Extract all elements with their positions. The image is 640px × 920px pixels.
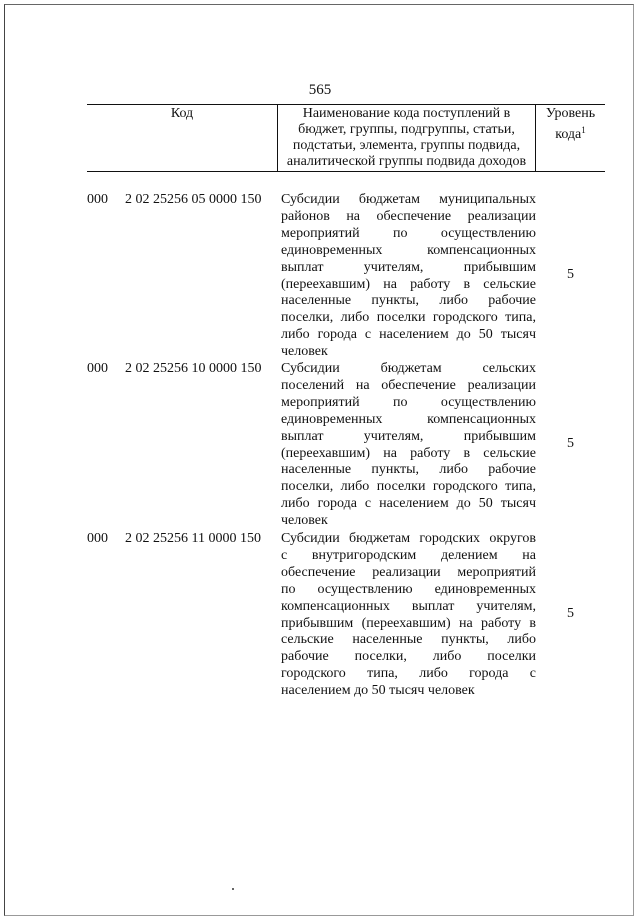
header-level-label: Уровень кода bbox=[545, 106, 596, 142]
header-code-label: Код bbox=[170, 106, 194, 121]
row-name-line: поселений на обеспечение реализации bbox=[281, 377, 536, 393]
row-name-line: городского типа, либо города с bbox=[281, 666, 536, 682]
row-name-line: прибывшим (переехавшим) на работу в bbox=[281, 615, 536, 631]
row-level: 5 bbox=[567, 267, 574, 282]
row-name-line: компенсационных выплат учителям, bbox=[281, 598, 536, 614]
row-name bbox=[281, 192, 536, 361]
row-admin-code: 000 bbox=[87, 531, 108, 546]
row-name-line: населенные пункты, либо рабочие bbox=[281, 462, 536, 478]
row-name-line: единовременных компенсационных bbox=[281, 242, 536, 258]
row-name-line: по осуществлению единовременных bbox=[281, 581, 536, 597]
header-name: Наименование кода поступлений в бюджет, группы, подгруппы, статьи, подстатьи, элемента, группы подвида, аналитической группы подвида доходов bbox=[278, 105, 536, 171]
row-level: 5 bbox=[567, 606, 574, 621]
row-name-line: Субсидии бюджетам муниципальных bbox=[281, 192, 536, 207]
row-name-line: районов на обеспечение реализации bbox=[281, 208, 536, 224]
row-name-line: единовременных компенсационных bbox=[281, 411, 536, 427]
row-name-line: либо города с населением до 50 тысяч bbox=[281, 496, 536, 512]
row-name-line: сельские населенные пункты, либо bbox=[281, 632, 536, 648]
header-code bbox=[87, 105, 278, 171]
row-name-line: человек bbox=[281, 513, 328, 529]
row-name-line: выплат учителям, прибывшим bbox=[281, 259, 536, 275]
row-admin-code: 000 bbox=[87, 192, 108, 207]
row-level: 5 bbox=[567, 436, 574, 451]
table-header bbox=[87, 104, 605, 172]
row-name-line: выплат учителям, прибывшим bbox=[281, 428, 536, 444]
row-name-line: человек bbox=[281, 344, 328, 360]
row-name-line: Субсидии бюджетам сельских bbox=[281, 361, 536, 376]
row-name-line: (переехавшим) на работу в сельские bbox=[281, 445, 536, 461]
row-admin-code: 000 bbox=[87, 361, 108, 376]
row-name-line: поселки, либо поселки городского типа, bbox=[281, 479, 536, 495]
row-name-line: населением до 50 тысяч человек bbox=[281, 683, 475, 699]
row-name bbox=[281, 361, 536, 530]
row-name-line: населенные пункты, либо рабочие bbox=[281, 293, 536, 309]
scan-speck bbox=[232, 888, 234, 890]
row-name-line: мероприятий по осуществлению bbox=[281, 225, 536, 241]
header-level-footnote: 1 bbox=[581, 125, 586, 135]
row-revenue-code: 2 02 25256 05 0000 150 bbox=[125, 192, 262, 207]
row-name-line: либо города с населением до 50 тысяч bbox=[281, 327, 536, 343]
row-name-line: рабочие поселки, либо поселки bbox=[281, 649, 536, 665]
row-name-line: (переехавшим) на работу в сельские bbox=[281, 276, 536, 292]
row-name-line: поселки, либо поселки городского типа, bbox=[281, 310, 536, 326]
row-revenue-code: 2 02 25256 11 0000 150 bbox=[125, 531, 261, 546]
row-revenue-code: 2 02 25256 10 0000 150 bbox=[125, 361, 262, 376]
row-name-line: Субсидии бюджетам городских округов bbox=[281, 531, 536, 546]
row-name-line: с внутригородским делением на bbox=[281, 547, 536, 563]
row-name bbox=[281, 531, 536, 700]
page-number: 565 bbox=[308, 82, 332, 98]
header-level bbox=[536, 105, 605, 171]
row-name-line: обеспечение реализации мероприятий bbox=[281, 564, 536, 580]
row-name-line: мероприятий по осуществлению bbox=[281, 394, 536, 410]
